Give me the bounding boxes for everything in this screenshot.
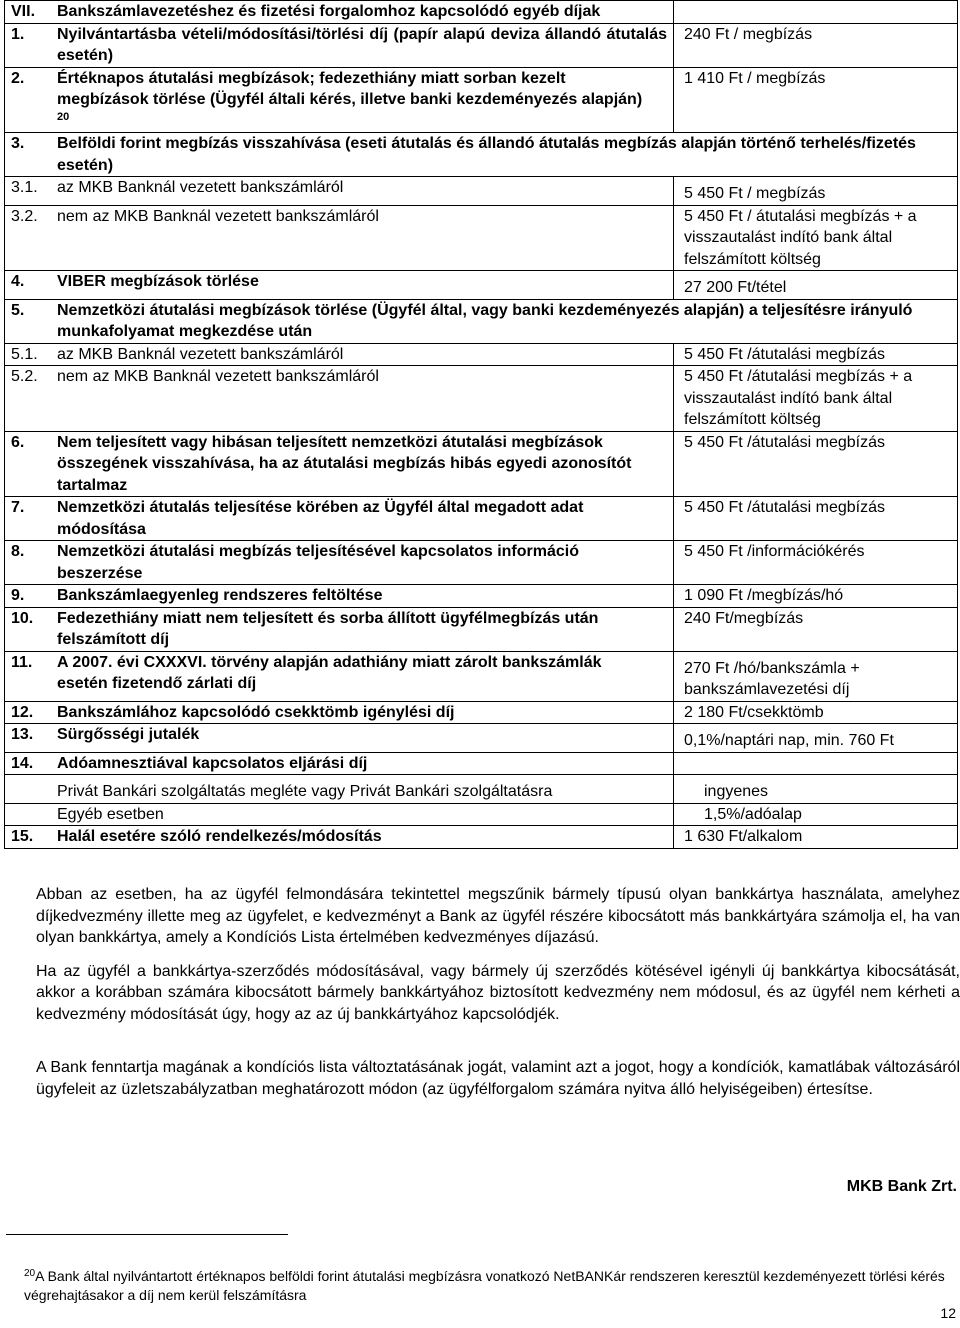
signature: MKB Bank Zrt. [846,1178,957,1195]
row-fee: 270 Ft /hó/bankszámla + bankszámlavezetési díj [684,659,860,698]
table-row [5,271,958,300]
row-number: 14. [11,754,34,772]
table-row [5,701,958,724]
section-header-row [5,1,958,24]
row-fee: 5 450 Ft /átutalási megbízás [674,497,958,541]
row-fee: 0,1%/naptári nap, min. 760 Ft [684,732,894,749]
table-row [5,585,958,608]
row-fee: 27 200 Ft/tétel [684,279,787,296]
footnote-ref[interactable]: 20 [57,110,70,123]
row-number: 3.1. [11,179,38,196]
footnote-divider [6,1234,288,1235]
paragraph-card-modification: Ha az ügyfél a bankkártya-szerződés módosításával, vagy bármely új szerződés kötésével igényli új bankkártya kibocsátását, akkor a korábban számára kibocsátott bármely bankkártyához biztosított kedvezmény nem módosul, és az ügyfél nem kérheti a kedvezmény módosítását úgy, hogy az az új bankkártyához kapcsolódjék. [36,962,960,1023]
row-number: 15. [11,828,34,845]
row-label: Halál esetére szóló rendelkezés/módosítás [57,828,382,845]
table-row [5,651,958,701]
paragraph-card-discount: Abban az esetben, ha az ügyfél felmondására tekintettel megszűnik bármely típusú olyan bankkártya használata, amelyhez díjkedvezmény illette meg az ügyfelet, e kedvezményt a Bank az ügyfél részére kibocsátott más bankkártyára számolja el, ha van olyan bankkártya, amely a Kondíciós Lista értelmében kedvezményes díjazású. [36,886,960,946]
row-fee: 2 180 Ft/csekktömb [674,701,958,724]
row-number: 5. [11,301,25,319]
row-number: 5.1. [11,345,38,363]
row-number: 2. [11,69,25,87]
table-row [5,205,958,271]
row-label: Értéknapos átutalási megbízások; fedezethiány miatt sorban kezelt megbízások törlése (Ügyfél általi kérés, illetve banki kezdeményezés alapján) $^{20}$ [57,69,643,123]
row-number: 3. [11,135,25,152]
row-fee: ingyenes [704,783,769,800]
row-fee: 5 450 Ft / megbízás [684,185,826,202]
row-number: 1. [11,25,25,43]
footnote [24,1267,958,1305]
table-row [5,366,958,432]
section-number: VII. [11,3,36,20]
row-number: 13. [11,726,34,743]
row-fee: 240 Ft/megbízás [674,607,958,651]
table-row [5,752,958,775]
row-label: Sürgősségi jutalék [57,726,200,743]
fee-table [4,0,958,849]
row-fee: 5 450 Ft / átutalási megbízás + a visszautalást indító bank által felszámított költség [674,205,958,271]
row-fee: 5 450 Ft /információkérés [674,541,958,585]
row-fee: 5 450 Ft /átutalási megbízás [674,431,958,497]
row-label: Belföldi forint megbízás visszahívása (eseti átutalás és állandó átutalás megbízás alapján történő terhelés/fizetés esetén) [57,135,916,174]
row-label: Privát Bankári szolgáltatás megléte vagy Privát Bankári szolgáltatásra [57,783,553,800]
row-label: nem az MKB Banknál vezetett bankszámláról [57,368,379,385]
table-row [5,177,958,206]
row-label: Nemzetközi átutalási megbízás teljesítésével kapcsolatos információ beszerzése [57,543,579,582]
body-paragraphs [36,884,960,1100]
table-row [5,343,958,366]
row-label: VIBER megbízások törlése [57,273,259,290]
table-row [5,775,958,804]
table-row [5,299,958,343]
section-header [5,1,674,24]
table-row [5,607,958,651]
footnote-marker: 20 [24,1268,36,1279]
table-row [5,803,958,826]
row-label: Fedezethiány miatt nem teljesített és sorba állított ügyfélmegbízás után felszámított díj [57,609,599,648]
table-row [5,497,958,541]
row-label: Nemzetközi átutalás teljesítése körében az Ügyfél által megadott adat módosítása [57,499,584,538]
row-fee: 1,5%/adóalap [704,805,802,823]
row-label: Egyéb esetben [57,805,164,823]
row-fee: 5 450 Ft /átutalási megbízás [674,343,958,366]
row-number: 11. [11,653,33,671]
row-number: 4. [11,273,25,290]
row-fee: 1 630 Ft/alkalom [684,828,803,845]
row-fee: 5 450 Ft /átutalási megbízás + a visszautalást indító bank által felszámított költség [674,366,958,432]
table-row [5,23,958,67]
row-label: A 2007. évi CXXXVI. törvény alapján adathiány miatt zárolt bankszámlák esetén fizetendő zárlati díj [57,653,602,692]
table-row [5,133,958,177]
section-header-fee [674,1,958,24]
row-number: 5.2. [11,368,38,385]
table-row [5,724,958,753]
row-number: 8. [11,543,25,560]
row-label: Adóamnesztiával kapcsolatos eljárási díj [57,754,368,772]
row-label: Nyilvántartásba vételi/módosítási/törlési díj (papír alapú deviza állandó átutalás esetén) [57,25,667,64]
row-label: Bankszámlaegyenleg rendszeres feltöltése [57,587,383,604]
table-row [5,431,958,497]
row-number: 3.2. [11,207,38,225]
row-number: 10. [11,609,34,627]
page-number: 12 [940,1305,956,1321]
row-number: 9. [11,587,25,604]
row-number: 12. [11,703,34,721]
table-row [5,67,958,133]
row-label: nem az MKB Banknál vezetett bankszámláról [57,207,379,225]
row-number: 6. [11,433,25,451]
row-fee: 240 Ft / megbízás [674,23,958,67]
row-fee: 1 410 Ft / megbízás [674,67,958,133]
footnote-text: A Bank által nyilvántartott értéknapos belföldi forint átutalási megbízásra vonatkozó NetBANKár rendszeren keresztül kezdeményezett törlési kérés végrehajtásakor a díj nem kerül felszámításra [24,1268,945,1303]
row-fee [674,752,958,775]
table-row [5,826,958,849]
section-title: Bankszámlavezetéshez és fizetési forgalomhoz kapcsolódó egyéb díjak [57,3,601,20]
row-label: az MKB Banknál vezetett bankszámláról [57,179,344,196]
row-number: 7. [11,499,25,516]
row-fee: 1 090 Ft /megbízás/hó [674,585,958,608]
table-row [5,541,958,585]
row-label: Bankszámlához kapcsolódó csekktömb igénylési díj [57,703,455,721]
row-label: Nem teljesített vagy hibásan teljesített nemzetközi átutalási megbízások összegének visszahívása, ha az átutalási megbízás hibás egyedi azonosítót tartalmaz [57,433,632,494]
row-label: az MKB Banknál vezetett bankszámláról [57,345,344,363]
row-label: Nemzetközi átutalási megbízások törlése (Ügyfél által, vagy banki kezdeményezés alapján) a teljesítésre irányuló munkafolyamat megkezdése után [57,301,913,340]
paragraph-bank-rights: A Bank fenntartja magának a kondíciós lista változtatásának jogát, valamint azt a jogot, hogy a kondíciók, kamatlábak változásáról ügyfeleit az üzletszabályzatban meghatározott módon (az ügyfélforgalom számára nyitva álló helyiségeiben) értesítse. [36,1059,960,1098]
